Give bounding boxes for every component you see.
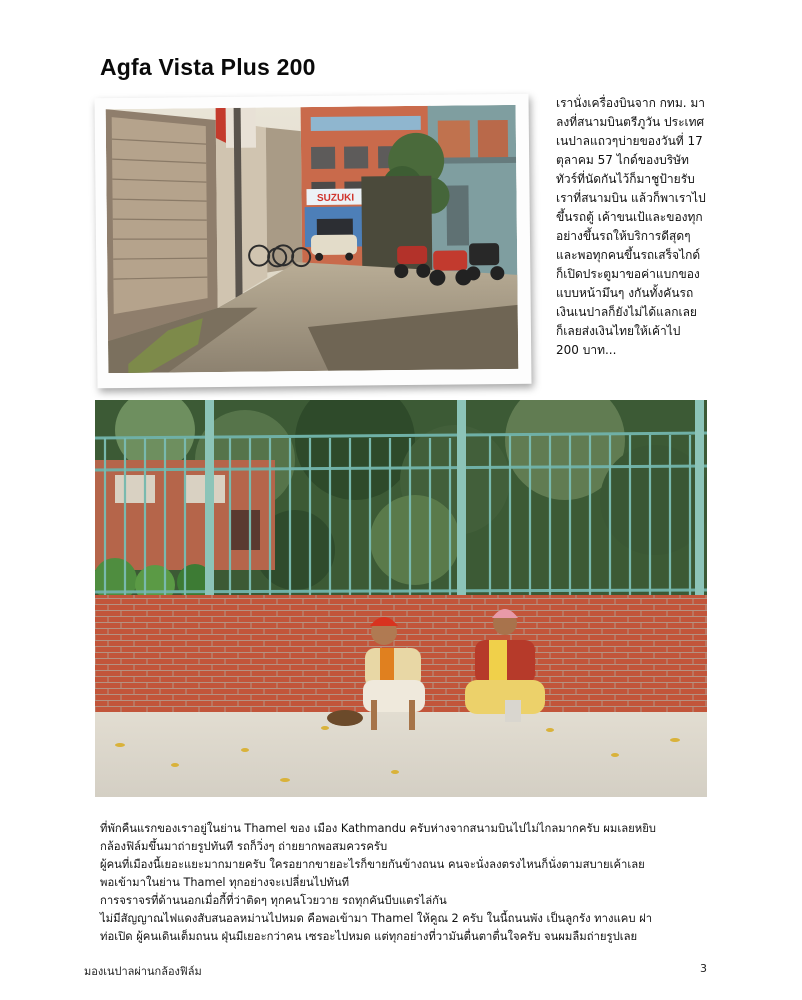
intro-line: ก็เปิดประตูมาขอค่าแบกของ <box>556 267 700 281</box>
intro-line: เนปาลแถวๆบ่ายของวันที่ 17 <box>556 134 703 148</box>
intro-line: และพอทุกคนขึ้นรถเสร็จไกด์ <box>556 248 701 262</box>
street-photo-frame <box>94 94 531 389</box>
intro-line: ทัวร์ที่นัดกันไว้ก็มาชูป้ายรับ <box>556 172 695 186</box>
body-line: ไม่มีสัญญาณไฟแดงสับสนอลหม่านไปหมด คือพอเข้ามา Thamel ให้คูณ 2 ครับ ในนี้ถนนพัง เป็นลูกรัง ทางแคบ ฝา <box>100 912 653 925</box>
intro-line: เราที่สนามบิน แล้วก็พาเราไป <box>556 191 706 205</box>
body-paragraph <box>100 820 720 946</box>
body-line: ที่พักคืนแรกของเราอยู่ในย่าน Thamel ของ เมือง Kathmandu ครับห่างจากสนามบินไปไม่ไกลมากครับ ผมเลยหยิบ <box>100 822 656 835</box>
sadhus-photo <box>95 400 707 797</box>
intro-line: ลงที่สนามบินตรีภูวัน ประเทศ <box>556 115 705 129</box>
intro-line: 200 บาท... <box>556 343 617 357</box>
body-line: ท่อเปิด ผู้คนเดินเต็มถนน ฝุ่นมีเยอะกว่าคน เซรอะไปหมด แต่ทุกอย่างที่วามันตื่นตาตื่นใจครับ จนผมลืมถ่ายรูปเลย <box>100 930 638 943</box>
footer-book-title: มองเนปาลผ่านกล้องฟิล์ม <box>84 965 202 978</box>
suzuki-sign: SUZUKI <box>316 192 355 204</box>
street-photo <box>106 105 519 373</box>
intro-line: ก็เลยส่งเงินไทยให้เค้าไป <box>556 324 681 338</box>
intro-line: ขึ้นรถตู้ เค้าขนเป้และของทุก <box>556 210 703 224</box>
body-line: กล้องฟิล์มขึ้นมาถ่ายรูปทันที รถก็วิ่งๆ ถ่ายยากพอสมควรครับ <box>100 840 388 853</box>
intro-line: เรานั่งเครื่องบินจาก กทม. มา <box>556 96 706 110</box>
intro-line: เงินเนปาลก็ยังไม่ได้แลกเลย <box>556 305 697 319</box>
intro-paragraph <box>556 94 726 360</box>
intro-line: แบบหน้ามึนๆ งกันทั้งคันรถ <box>556 286 694 300</box>
page-number: 3 <box>700 962 707 975</box>
body-line: ผู้คนที่เมืองนี้เยอะแยะมากมายครับ ใครอยากขายอะไรก็ขายกันข้างถนน คนจะนั่งลงตรงไหนก็นั่งตามสบายเค้าเลย <box>100 858 645 871</box>
body-line: พอเข้ามาในย่าน Thamel ทุกอย่างจะเปลี่ยนไปทันที <box>100 876 350 889</box>
body-line: การจราจรที่ด้านนอกเมื่อกี้ที่ว่าติดๆ ทุกคนโวยวาย รถทุกคันบีบแตรไล่กัน <box>100 894 447 907</box>
intro-line: ตุลาคม 57 ไกด์ของบริษัท <box>556 153 689 167</box>
intro-line: อย่างขึ้นรถให้บริการดีสุดๆ <box>556 229 691 243</box>
page-title: Agfa Vista Plus 200 <box>100 54 316 80</box>
